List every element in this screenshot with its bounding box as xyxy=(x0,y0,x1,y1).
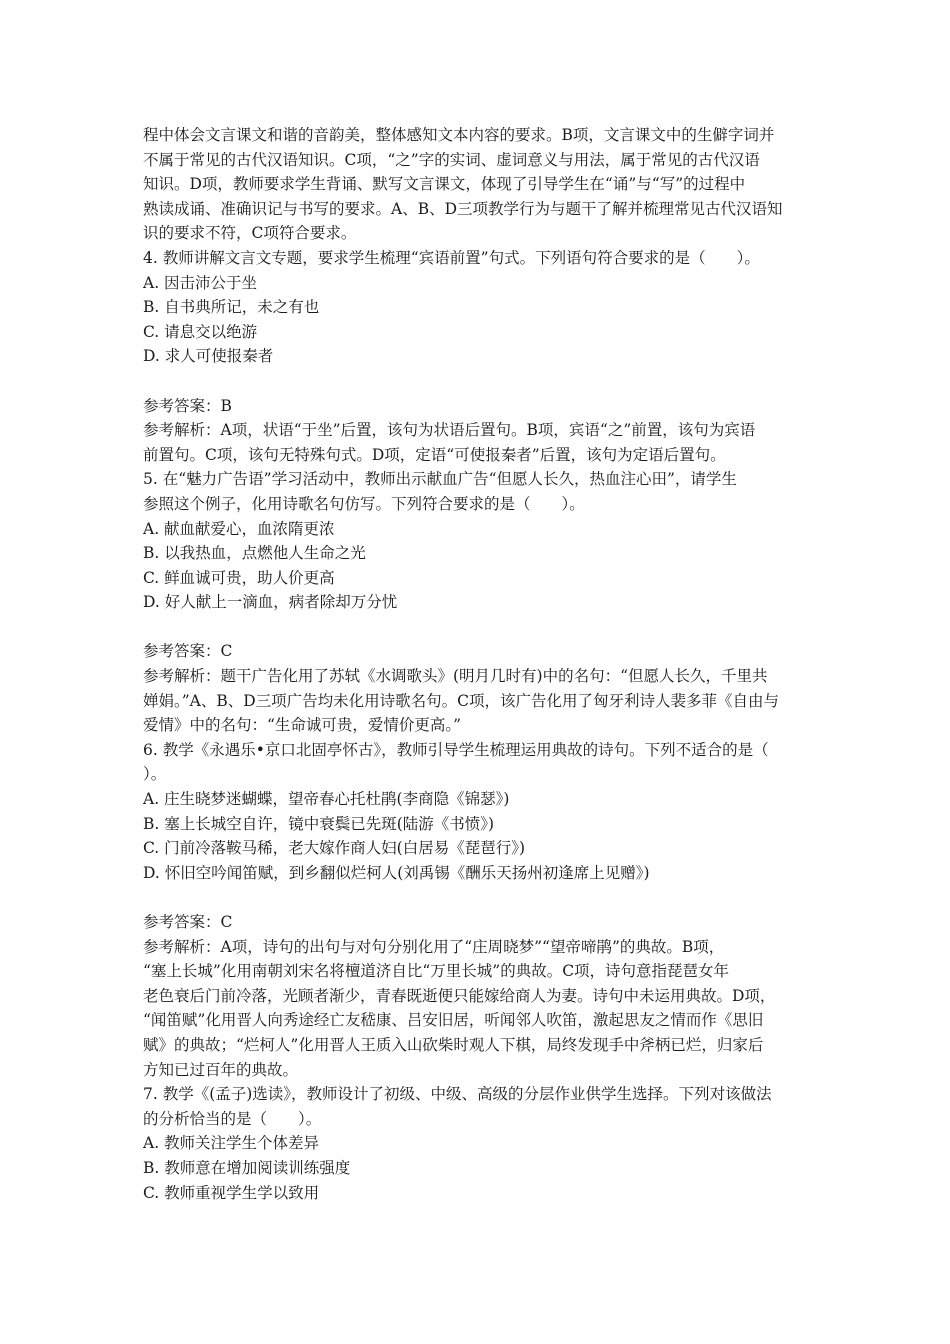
option-c: C. 鲜血诚可贵，助人价更高 xyxy=(143,568,335,587)
spacer xyxy=(143,615,815,640)
analysis-line: 参考解析：A项，状语“于坐”后置，该句为状语后置句。B项，宾语“之”前置，该句为宾语 xyxy=(143,421,756,440)
option-c: C. 教师重视学生学以致用 xyxy=(143,1183,320,1202)
option-a: A. 献血献爱心，血浓隋更浓 xyxy=(143,519,335,538)
option-b: B. 自书典所记，未之有也 xyxy=(143,298,320,317)
option-b: B. 教师意在增加阅读训练强度 xyxy=(143,1158,351,1177)
option-c: C. 请息交以绝游 xyxy=(143,322,258,341)
reference-answer: 参考答案：B xyxy=(143,396,232,415)
reference-answer: 参考答案：C xyxy=(143,913,233,931)
previous-analysis-continuation xyxy=(143,123,815,246)
question-stem: ）。 xyxy=(143,765,167,784)
option-a: A. 庄生晓梦迷蝴蝶，望帝春心托杜鹃(李商隐《锦瑟》) xyxy=(143,790,510,809)
option-b: B. 以我热血，点燃他人生命之光 xyxy=(143,544,366,563)
analysis-line: 参考解析：A项，诗句的出句与对句分别化用了“庄周晓梦”“望帝啼鹃”的典故。B项， xyxy=(143,937,725,956)
option-c: C. 门前冷落鞍马稀，老大嫁作商人妇(白居易《琵琶行》) xyxy=(143,839,526,858)
question-4 xyxy=(143,246,815,467)
analysis-line: 爱情》中的名句：“生命诚可贵，爱情价更高。” xyxy=(143,716,462,735)
option-d: D. 怀旧空吟闻笛赋，到乡翻似烂柯人(刘禹锡《酬乐天扬州初逢席上见赠》) xyxy=(143,863,650,882)
option-a: A. 教师关注学生个体差异 xyxy=(143,1134,320,1153)
option-d: D. 好人献上一滴血，病者除却万分忧 xyxy=(143,593,398,612)
analysis-line: “塞上长城”化用南朝刘宋名将檀道济自比“万里长城”的典故。C项，诗句意指琵琶女年 xyxy=(143,962,730,981)
text-line: 程中体会文言课文和谐的音韵美，整体感知文本内容的要求。B项，文言课文中的生僻字词并 xyxy=(143,126,775,144)
analysis-line: 方知已过百年的典故。 xyxy=(143,1060,299,1079)
question-7 xyxy=(143,1082,815,1205)
analysis-line: 赋》的典故；“烂柯人”化用晋人王质入山砍柴时观人下棋，局终发现手中斧柄已烂，归家后 xyxy=(143,1035,764,1054)
question-stem: 的分析恰当的是（ ）。 xyxy=(143,1109,322,1128)
question-stem: 5. 在“魅力广告语”学习活动中，教师出示献血广告“但愿人长久，热血注心田”，请学生 xyxy=(143,470,737,489)
analysis-line: 婵娟。”A、B、D三项广告均未化用诗歌名句。C项，该广告化用了匈牙利诗人裴多菲《自由与 xyxy=(143,691,780,710)
spacer xyxy=(143,369,815,394)
analysis-line: 参考解析：题干广告化用了苏轼《水调歌头》(明月几时有)中的名句：“但愿人长久，千里共 xyxy=(143,667,768,686)
text-line: 不属于常见的古代汉语知识。C项，“之”字的实词、虚词意义与用法，属于常见的古代汉语 xyxy=(143,150,760,169)
question-stem: 参照这个例子，化用诗歌名句仿写。下列符合要求的是（ ）。 xyxy=(143,494,585,513)
option-a: A. 因击沛公于坐 xyxy=(143,273,258,292)
document-body xyxy=(143,123,815,1205)
question-6 xyxy=(143,738,815,1082)
reference-answer: 参考答案：C xyxy=(143,642,233,661)
spacer xyxy=(143,885,815,910)
option-d: D. 求人可使报秦者 xyxy=(143,347,274,366)
text-line: 熟读成诵、准确识记与书写的要求。A、B、D三项教学行为与题干了解并梳理常见古代汉语知 xyxy=(143,199,783,218)
analysis-line: 前置句。C项，该句无特殊句式。D项，定语“可使报秦者”后置，该句为定语后置句。 xyxy=(143,445,726,464)
analysis-line: “闻笛赋”化用晋人向秀途经亡友嵇康、吕安旧居，听闻邻人吹笛，激起思友之情而作《思旧 xyxy=(143,1011,764,1030)
question-stem: 6. 教学《永遇乐•京口北固亭怀古》，教师引导学生梳理运用典故的诗句。下列不适合的是（ xyxy=(143,740,769,759)
question-5 xyxy=(143,467,815,738)
text-line: 识的要求不符，C项符合要求。 xyxy=(143,224,357,243)
option-b: B. 塞上长城空自许，镜中衰鬓已先斑(陆游《书愤》) xyxy=(143,814,495,833)
question-stem: 4. 教师讲解文言文专题，要求学生梳理“宾语前置”句式。下列语句符合要求的是（ ）。 xyxy=(143,248,760,267)
analysis-line: 老色衰后门前冷落，光顾者渐少，青春既逝便只能嫁给商人为妻。诗句中未运用典故。D项， xyxy=(143,986,776,1005)
question-stem: 7. 教学《(孟子)选读》，教师设计了初级、中级、高级的分层作业供学生选择。下列对该做法 xyxy=(143,1085,772,1104)
text-line: 知识。D项，教师要求学生背诵、默写文言课文，体现了引导学生在“诵”与“写”的过程中 xyxy=(143,175,746,194)
